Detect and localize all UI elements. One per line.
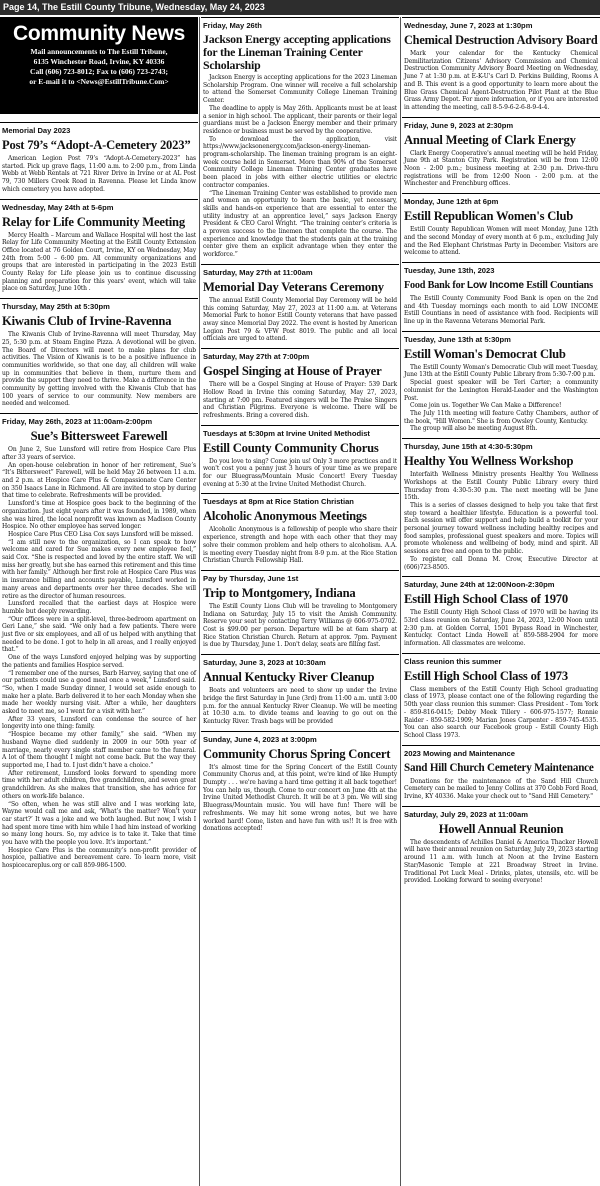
article-kicker: Class reunion this summer (404, 656, 502, 666)
article-paragraph: “So often, when he was still alive and I was working late, Wayne would call me and ask, ‘What’s the matter? Won’t your car start?’ It was a joke and we both laughed. But now, I wish I had spent more time with him while I had him instead of working so many long hours. So, my advice is to take it. Take that time you have with the people you love. It’s important.” (2, 800, 196, 847)
article-paragraph: It's almost time for the Spring Concert of the Estill County Community Chorus and, at this point, we're kind of like Humpty Dumpty . . . we're having a hard time getting it all back together! You can help us, though. Come to our concert on June 4th at the Irvine United Methodist Church. It will be at 3 pm. We will sing Bluegrass/Mountain music. You will have fun! There will be refreshments. We may hit some wrong notes, but we have worked hard! Come, listen and have fun with us!! It is free with donations accepted! (203, 763, 397, 833)
article-body (404, 778, 598, 801)
community-news-masthead (0, 17, 198, 114)
article-paragraph: One of the ways Lunsford enjoyed helping was by supporting the patients and families Hospice served. (2, 654, 196, 669)
article-headline: Relay for Life Community Meeting (2, 214, 185, 229)
article-kicker: Saturday, May 27th at 7:00pm (203, 352, 310, 362)
article-paragraph: Lunsford’s time at Hospice goes back to the beginning of the organization. Just eight years after it was founded, in 1989, when she was hired, the local nonprofit was known as Madison County Hospice. No other employee has served longer. (2, 500, 196, 531)
article-kicker: Thursday, June 15th at 4:30-5:30pm (404, 442, 533, 452)
article-paragraph: Mark your calendar for the Kentucky Chemical Demilitarization Citizens' Advisory Commission and Chemical Destruction Community Advisory Board Meeting on Wednesday, June 7 at 1:30 p.m. at E-K-U's Carl D. Perkins Building, Rooms A and B. This event is a good opportunity to learn more about the Blue Grass Chemical Agent-Destruction Pilot Plant at the Blue Grass Army Depot. For more information, or if you are interested in attending the meeting, call 8-5-9-6-2-6-8-9-4-4. (404, 50, 598, 111)
article-headline: Memorial Day Veterans Ceremony (203, 279, 384, 294)
column-1 (0, 17, 198, 1186)
article-headline: Estill High School Class of 1973 (404, 668, 568, 683)
article-paragraph: Boats and volunteers are need to show up under the Irvine bridge the first Saturday in June (3rd) from 11:00 a.m. until 3:00 p.m. for the annual Kentucky River Cleanup. We will be meeting at 10:30 a.m. to divide teams and leaving to go out on the Kentucky River. Trash bags will be provided (203, 687, 397, 725)
article-paragraph: This is a series of classes designed to help you take that first step toward a healthier lifestyle. Education is a powerful tool. Each session will offer support and help build a toolkit for your personal journey toward wellness including healthy recipes and food samples, professional guest speakers and more. Topics will promote wholeness and wellbeing of body, mind and spirit. All sessions are free and open to the public. (404, 501, 598, 556)
article-paragraph: The Estill County High School Class of 1970 will be having its 53rd class reunion on Saturday, June 24, 2023, 12:00 Noon until 2:30 p.m. at Golden Corral, 1501 Bypass Road in Winchester, Kentucky. Contact Linda Howell at 859-588-2904 for more information. All classmates are welcome. (404, 609, 598, 648)
article-kicker: Tuesdays at 5:30pm at Irvine United Methodist (203, 428, 370, 438)
article-paragraph: An open-house celebration in honor of her retirement, Sue’s “It’s Bittersweet” Farewell, will be held May 26 between 11 a.m. and 2 p.m. at Hospice Care Plus & Compassionate Care Center on 350 Isaacs Lane in Richmond. All are invited to stop by during that time to celebrate. Refreshments will be provided. (2, 461, 196, 500)
article-kicker: Saturday, June 24th at 12:00Noon-2:30pm (404, 580, 555, 590)
article-paragraph: The Estill County Woman's Democratic Club will meet Tuesday, June 13th at the Estill County Public Library from 5:30-7:00 p.m. (404, 363, 598, 379)
article-body (203, 764, 397, 833)
article-kicker: 2023 Mowing and Maintenance (404, 748, 515, 758)
article-paragraph: After retirement, Lunsford looks forward to spending more time with her adult children, five grandchildren, and seven great grandchildren. As she makes that transition, she has advice for others on work-life balance. (2, 769, 196, 800)
article-alcoholic-anonymous-meetings (201, 493, 399, 570)
article-paragraph: To register, call Donna M. Crow, Executive Director at (606)723-8505. (404, 555, 598, 571)
article-headline: Estill Republican Women's Club (404, 209, 574, 224)
article-paragraph: Clark Energy Cooperative's annual meeting will be held Friday, June 9th at Stanton City Park. Registration will be from 12:00 Noon - 2:00 p.m.; business meeting at 2:30 p.m. Drive-thru registrations will be from 12:00 Noon - 2:00 p.m. at the Winchester and Frenchburg offices. (404, 149, 598, 188)
article-kiwanis-club-of-irvine-ravenna (0, 298, 198, 413)
low-income-emphasis: Low Income (466, 279, 524, 291)
article-paragraph: Mercy Health – Marcum and Wallace Hospital will host the last Relay for Life Community Meeting at the Estill County Extension Office located at 76 Golden Court, Irvine, KY on Wednesday, May 24th from 5:00 – 6:00 pm. All community organizations and groups that are interested in participating in the 2023 Estill County Relay for Life please join us to continue discussing planning and preparation for this years’ event, which will take place on Saturday, June 10th . (2, 231, 196, 293)
article-paragraph: Hospice Care Plus CEO Lisa Cox says Lunsford will be missed. (8, 530, 193, 538)
masthead-line: Call (606) 723-8012; Fax to (606) 723-2743; (30, 67, 168, 76)
article-paragraph: Jackson Energy is accepting applications for the 2023 Lineman Scholarship Program. One winner will receive a full scholarship to attend the Somerset Community College Lineman Training Center. (203, 74, 397, 105)
article-headline: Food Bank for Low Income Estill Countians (404, 279, 593, 291)
article-paragraph: Donations for the maintenance of the Sand Hill Church Cemetery can be mailed to Jenny Collins at 370 Cobb Ford Road, Irvine, KY 40336. Make your check out to "Sand Hill Cemetery." (404, 777, 598, 801)
article-paragraph: Do you love to sing? Come join us! Only 3 more practices and it won't cost you a penny just 3 hours of your time as we prepare for our Bluegrass/Mountain Music Concert! Every Tuesday evening at 5:30 at the Irvine United Methodist Church. (203, 457, 397, 488)
article-howell-annual-reunion (402, 806, 600, 890)
article-estill-high-school-class-of-1970 (402, 576, 600, 653)
article-paragraph: “Hospice became my other family,” she said. “When my husband Wayne died suddenly in 2009 in our 50th year of marriage, nearly every single staff member came to the funeral. A lot of them thought I might not come back. But the way they supported me, I had to. I just didn’t have a choice.” (2, 731, 196, 769)
column-divider (400, 17, 401, 1186)
article-body (203, 458, 397, 489)
article-jackson-energy-accepting-applications-fo (201, 17, 399, 264)
article-paragraph: Lunsford recalled that the earliest days at Hospice were humble but deeply rewarding. (2, 600, 196, 615)
article-paragraph: Come join us. Together We Can Make a Difference! (410, 402, 562, 410)
article-body (404, 295, 598, 326)
article-kicker: Tuesday, June 13th at 5:30pm (404, 334, 511, 344)
article-kicker: Monday, June 12th at 6pm (404, 197, 499, 207)
article-paragraph: Hospice Care Plus is the community’s non-profit provider of hospice, palliative and bereavement care. To learn more, visit hospicecareplus.org or call 859-986-1500. (2, 846, 196, 870)
article-paragraph: The descendents of Achilles Daniel & America Thacker Howell will have their annual reunion on Saturday, July 29, 2023 starting around 11 a.m. with lunch at Noon at the Irvine Eastern Star/Masonic Temple at 221 Broadway Street in Irvine. Traditional Pot Luck Meal - Drinks, plates, utensils, etc. will be provided. Looking forward to seeing everyone! (404, 838, 598, 885)
article-paragraph: The annual Estill County Memorial Day Ceremony will be held this coming Saturday, May 27, 2023 at 11:00 a.m. at Veterans Memorial Park to honor Estill County veterans that have passed away since Memorial Day 2022. The event is hosted by American Legion Post 79 & VFW Post 8019. The public and all local officials are urged to attend. (203, 296, 397, 343)
article-body (203, 74, 397, 259)
article-headline: Gospel Singing at House of Prayer (203, 364, 382, 379)
article-headline: Annual Meeting of Clark Energy (404, 132, 576, 147)
article-body (404, 364, 598, 433)
article-kicker: Friday, June 9, 2023 at 2:30pm (404, 120, 514, 130)
article-kicker: Saturday, June 3, 2023 at 10:30am (203, 658, 326, 668)
article-paragraph: Class members of the Estill County High School graduating class of 1973, please contact one of the following regarding the 50th year class reunion this summer: Class President - Tom York - 859-816-0415; Debby Meek Tillery - 606-975-1577; Ronnie Raider - 859-582-1909; Marian Jones Carpenter - 859-745-4535. You can also search our Facebook group - Estill County High School Class 1973. (404, 685, 598, 739)
article-body (2, 232, 196, 294)
article-paragraph: The Estill County Lions Club will be traveling to Montgomery Indiana on Saturday, July 15 to visit the Amish Community. Reserve your seat by contacting Terry Williams @ 606-975-0702. Cost is $99.00 per person. Departure will be at 6am sharp at Rice Station Christian Church. Return at approx. 7pm. Payment is due by Thursday, June 1. Don't delay, seats are filling fast. (203, 602, 397, 649)
article-kicker: Saturday, May 27th at 11:00am (203, 267, 313, 277)
article-paragraph: “I remember one of the nurses, Barb Harvey, saying that one of our patients could use a good meal once a week,” Lunsford said. “So, when I made Sunday dinner, I would set aside enough to make her a plate. Barb delivered it to her each Monday when she made her weekly nursing visit. After a while, her daughters asked to meet me, so I went for a visit with her.” (2, 669, 196, 716)
masthead-title: Community News (13, 22, 185, 45)
article-memorial-day-veterans-ceremony (201, 264, 399, 348)
article-headline: Howell Annual Reunion (438, 821, 564, 836)
article-headline: Healthy You Wellness Workshop (404, 454, 574, 469)
article-estill-woman-s-democrat-club (402, 331, 600, 438)
article-post-79-s-adopt-a-cemetery-2023 (0, 122, 198, 199)
article-paragraph: The July 11th meeting will feature Cathy Chambers, author of the book, "Hill Women." She is from Owsley County, Kentucky. (404, 409, 598, 425)
article-body (203, 297, 397, 343)
article-gospel-singing-at-house-of-prayer (201, 348, 399, 425)
article-headline: Sand Hill Church Cemetery Maintenance (404, 761, 594, 774)
article-body (2, 155, 196, 194)
article-body (404, 471, 598, 571)
article-paragraph: Alcoholic Anonymous is a fellowship of people who share their experience, strength and hope with each other that they may solve their common problem and help others to alcoholism. A.A. is meeting every Tuesday night from 8-9 p.m. at the Rice Station Christian Church Fellowship Hall. (203, 526, 397, 565)
article-paragraph: The group will also be meeting August 8th. (410, 425, 538, 433)
article-paragraph: American Legion Post 79’s “Adopt-A-Cemetery-2023” has started. Pick up grave flags, 11:00 a.m. to 2:00 p.m., from Linda Webb at Webb Rentals at 721 River Drive in Irvine or at AL Post 79, 730 Millers Creek Road in Ravenna. Please let Linda know which cemetery you have adopted. (2, 155, 196, 193)
article-body (203, 526, 397, 565)
article-paragraph: The Kiwanis Club of Irvine-Ravenna will meet Thursday, May 25, 5:30 p.m. at Steam Engine Pizza. A devotional will be given. The Board of Directors will meet to make plans for club activities. The Vision of Kiwanis is to be a positive influence in communities worldwide, so that one day, all children will wake up in communities that believe in them, nurture them and provide the support they need to thrive. Make a difference in the community by getting involved with the Kiwanis Club that has 100 years of service to our community. New members are needed and welcomed. (2, 331, 196, 408)
article-body (203, 687, 397, 726)
article-estill-republican-women-s-club (402, 193, 600, 262)
article-paragraph: “Our offices were in a split-level, three-bedroom apartment on Geri Lane,” she said. “We only had a few patients. There were just five or six employees, and all of us helped with anything that needed to be done. I got to help in all areas, and I really enjoyed that.” (2, 615, 196, 654)
article-body (404, 686, 598, 740)
article-sue-s-bittersweet-farewell (0, 413, 198, 875)
article-headline: Trip to Montgomery, Indiana (203, 585, 356, 600)
article-relay-for-life-community-meeting (0, 199, 198, 299)
article-paragraph: Special guest speaker will be Teri Carter; a community columnist for the Lexington Herald-Leader and the Washington Post. (404, 379, 598, 402)
article-body (203, 603, 397, 649)
article-paragraph: “The Lineman Training Center was established to provide men and women an opportunity to learn the basic, yet necessary, skills and hands-on experience that are essential to enter the utility industry at an apprentice level,” says Jackson Energy President & CEO Carol Wright. “The training center’s criteria is a proven success to the linemen that complete the course. The experience and knowledge that the students gain at the training center give them an explicit advantage when they enter the workforce.” (203, 189, 397, 259)
article-kicker: Wednesday, June 7, 2023 at 1:30pm (404, 21, 533, 30)
article-kicker: Tuesdays at 8pm at Rice Station Christian (203, 497, 354, 507)
article-kicker: Friday, May 26th, 2023 at 11:00am-2:00pm (2, 417, 153, 427)
article-kicker: Saturday, July 29, 2023 at 11:00am (404, 809, 528, 819)
article-body (404, 226, 598, 257)
article-sand-hill-church-cemetery-maintenance (402, 745, 600, 806)
article-paragraph: Interfaith Wellness Ministry presents Healthy You Wellness Workshops at the Estill County Public Library every third Thursday from 4:30-5:30 p.m. The next meeting will be June 15th. (404, 471, 598, 502)
article-kicker: Wednesday, May 24th at 5-6pm (2, 202, 114, 212)
masthead-line: 6135 Winchester Road, Irvine, KY 40336 (33, 57, 165, 66)
article-headline: Alcoholic Anonymous Meetings (203, 509, 367, 524)
article-body (404, 609, 598, 648)
column-2 (201, 17, 399, 1186)
page-header (0, 0, 600, 15)
article-community-chorus-spring-concert (201, 731, 399, 838)
article-annual-meeting-of-clark-energy (402, 117, 600, 194)
article-paragraph: The deadline to apply is May 26th. Applicants must be at least a senior in high school. The applicant, their parents or their legal guardians must be a Jackson Energy member and their primary residence or business must be served by the cooperative. (203, 104, 397, 135)
article-healthy-you-wellness-workshop (402, 438, 600, 576)
column-3 (402, 17, 600, 1186)
article-annual-kentucky-river-cleanup (201, 654, 399, 731)
article-headline: Estill High School Class of 1970 (404, 592, 568, 607)
article-body (404, 839, 598, 885)
article-headline: Estill County Community Chorus (203, 440, 379, 455)
article-body (404, 150, 598, 189)
article-paragraph: To download the application, visit https://www.jacksonenergy.com/jackson-energy-lineman-program-scholarship. The lineman training program is an eight-week course held in Somerset. More than 90% of the Somerset Community College Lineman Training Center graduates have been placed in jobs with either electric utilities or electric contractor companies. (203, 135, 397, 189)
article-body (2, 331, 196, 408)
article-kicker: Thursday, May 25th at 5:30pm (2, 302, 110, 312)
article-kicker: Tuesday, June 13th, 2023 (404, 265, 495, 275)
article-trip-to-montgomery-indiana (201, 570, 399, 654)
article-paragraph: On June 2, Sue Lunsford will retire from Hospice Care Plus after 33 years of service. (2, 446, 196, 461)
article-kicker: Friday, May 26th (203, 21, 262, 30)
article-body (203, 381, 397, 420)
article-body (404, 50, 598, 112)
article-headline: Sue’s Bittersweet Farewell (30, 429, 168, 444)
article-headline: Post 79’s “Adopt-A-Cemetery 2023” (2, 138, 191, 152)
masthead-line: Mail announcements to The Estill Tribune, (30, 47, 168, 56)
article-headline: Kiwanis Club of Irvine-Ravenna (2, 314, 172, 329)
article-estill-county-community-chorus (201, 425, 399, 494)
article-headline: Community Chorus Spring Concert (203, 746, 391, 761)
article-paragraph: The Estill County Community Food Bank is open on the 2nd and 4th Tuesday mornings each month to aid LOW INCOME Estill Countians in need of assistance with food. Recipients will line up in the Ravenna Veterans Memorial Park. (404, 294, 598, 326)
article-paragraph: “I am still new to the organization, so I can speak to how welcome and cared for Sue makes every new employee feel,” said Cox. “She is respected and loved by the entire staff. We will miss her greatly, but she has earned this retirement and this time with her family.” Although her first role at Hospice Care Plus was in insurance billing and accounts payable, Lunsford worked in many areas and departments over her three decades. She will retire as the director of human resources. (2, 538, 196, 600)
article-headline: Jackson Energy accepting applications for the Lineman Training Center Scholarship (203, 33, 391, 72)
column-divider (199, 17, 200, 1186)
article-kicker: Memorial Day 2023 (2, 126, 71, 135)
article-chemical-destruction-advisory-board (402, 17, 600, 117)
masthead-line: or E-mail it to <News@EstillTribune.Com> (29, 77, 169, 86)
article-paragraph: Estill County Republican Women will meet Monday, June 12th and the second Monday of every month at 6 p.m., excluding July and the Red Elephant Christmas Party in December. Visitors are welcome to attend. (404, 226, 598, 257)
page-header-text: Page 14, The Estill County Tribune, Wednesday, May 24, 2023 (3, 2, 265, 12)
article-body (2, 446, 196, 870)
article-estill-high-school-class-of-1973 (402, 653, 600, 745)
article-paragraph: There will be a Gospel Singing at House of Prayer: 539 Dark Hollow Road in Irvine this coming Saturday, May 27, 2023, starting at 7:00 pm. Featured singers will be The Praise Singers and Christian Pilgrims. Everyone is welcome. There will be refreshments. Bring a covered dish. (203, 381, 397, 419)
article-headline: Annual Kentucky River Cleanup (203, 670, 375, 685)
article-food-bank-for-low-income-estill-countian (402, 262, 600, 331)
article-headline: Estill Woman's Democrat Club (404, 346, 566, 361)
article-kicker: Sunday, June 4, 2023 at 3:00pm (203, 734, 317, 744)
article-kicker: Pay by Thursday, June 1st (203, 573, 299, 583)
article-paragraph: After 33 years, Lunsford can condense the source of her longevity into one thing: family. (2, 715, 196, 731)
article-headline: Chemical Destruction Advisory Board (404, 33, 598, 47)
